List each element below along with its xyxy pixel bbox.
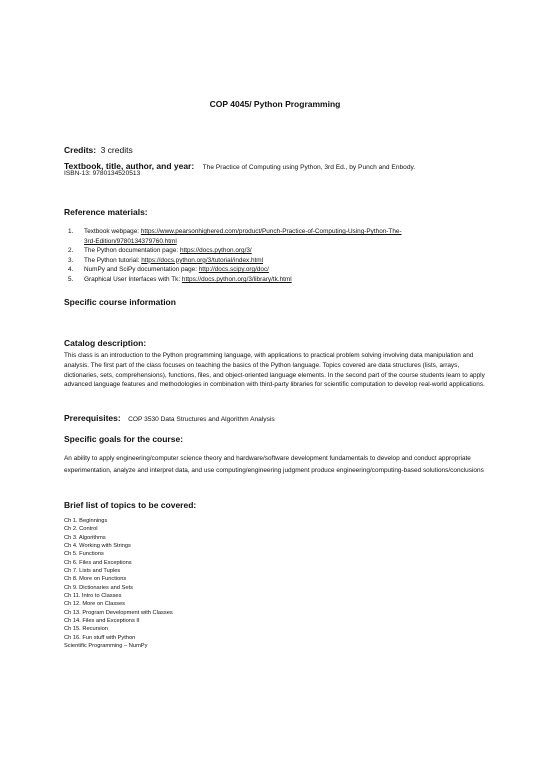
reference-number: 4. [68,266,74,274]
reference-number: 5. [68,275,74,283]
topics-heading: Brief list of topics to be covered: [64,500,197,510]
reference-number: 3. [68,256,74,264]
reference-list [64,227,494,285]
reference-label: NumPy and SciPy documentation page: [84,266,199,274]
topic-item: Ch 2. Control [64,526,98,533]
reference-label: Textbook webpage: [84,228,141,235]
page-title: COP 4045/ Python Programming [209,99,341,109]
textbook-label: Textbook, title, author, and year: [64,161,195,171]
python-docs-link[interactable]: https://docs.python.org/3/ [179,247,252,255]
reference-label: The Python documentation page: [84,247,180,255]
reference-number: 1. [68,228,74,235]
reference-materials-heading: Reference materials: [64,207,148,217]
topic-item: Ch 4. Working with Strings [64,543,131,550]
topic-item: Ch 13. Program Development with Classes [64,609,173,616]
topic-item: Ch 6. Files and Exceptions [64,559,132,566]
goals-text: An ability to apply engineering/computer science theory and hardware/software development fundamentals to develop and conduct appropriate experimentation, analyze and interpret data, and use computing/engineering judgment produce engineering/computing-based solutions/conclusions [64,455,484,475]
textbook-webpage-link[interactable]: https://www.pearsonhighered.com/product/Punch-Practice-of-Computing-Using-Python-The- [140,228,402,235]
prerequisites-line [64,408,275,426]
topic-item: Ch 5. Functions [64,551,104,558]
python-tutorial-link[interactable]: https://docs.python.org/3/tutorial/index.html [141,256,264,264]
prerequisites-label: Prerequisites: [64,413,121,423]
reference-label: The Python tutorial: [84,256,142,264]
topic-item: Ch 14. Files and Exceptions II [64,618,140,625]
topic-item: Ch 15. Recursion [64,626,108,633]
topic-item: Ch 16. Fun stuff with Python [64,634,136,641]
topic-item: Ch 8. More on Functions [64,576,127,583]
credits-label: Credits: [64,145,97,155]
textbook-webpage-link-cont[interactable]: 3rd-Edition/9780134379760.html [84,237,177,245]
textbook-isbn: ISBN-13: 9780134520513 [64,170,141,177]
catalog-description: This class is an introduction to the Python programming language, with applications to practical problem solving involving data manipulation and analysis. The first part of the class focuses on teaching the basics of the Python language. Topics covered are data structures (lists, arrays, dictionaries, sets, comprehensions), functions, files, and object-oriented language elements. In the second part of the course students learn to apply advanced language features and methodologies in combination with third-party libraries for scientific computation to develop real-world applications. [64,352,485,389]
goals-heading: Specific goals for the course: [64,434,184,444]
topic-item: Ch 11. Intro to Classes [64,593,122,600]
reference-item [64,275,494,285]
topic-item: Ch 9. Dictionaries and Sets [64,584,133,591]
reference-item [64,227,494,246]
tk-docs-link[interactable]: https://docs.python.org/3/library/tk.html [181,275,292,283]
specific-info-heading: Specific course information [64,297,176,307]
topics-list [64,517,173,651]
topic-item: Ch 3. Algorithms [64,534,106,541]
reference-number: 2. [68,247,74,255]
reference-item [64,256,494,266]
textbook-value: The Practice of Computing using Python, 3rd Ed., by Punch and Enbody. [202,164,416,171]
reference-item [64,246,494,256]
topic-item: Scientific Programming – NumPy [64,643,148,650]
topic-item: Ch 7. Lists and Tuples [64,568,121,575]
scipy-docs-link[interactable]: http://docs.scipy.org/doc/ [198,266,269,274]
catalog-heading: Catalog description: [64,338,147,348]
credits-value: 3 credits [100,145,133,155]
topic-item: Ch 1. Beginnings [64,518,108,524]
prerequisites-value: COP 3530 Data Structures and Algorithm Analysis [128,416,275,423]
reference-label: Graphical User Interfaces with Tk: [84,275,182,283]
reference-item [64,265,494,275]
topic-item: Ch 12. More on Classes [64,601,126,608]
